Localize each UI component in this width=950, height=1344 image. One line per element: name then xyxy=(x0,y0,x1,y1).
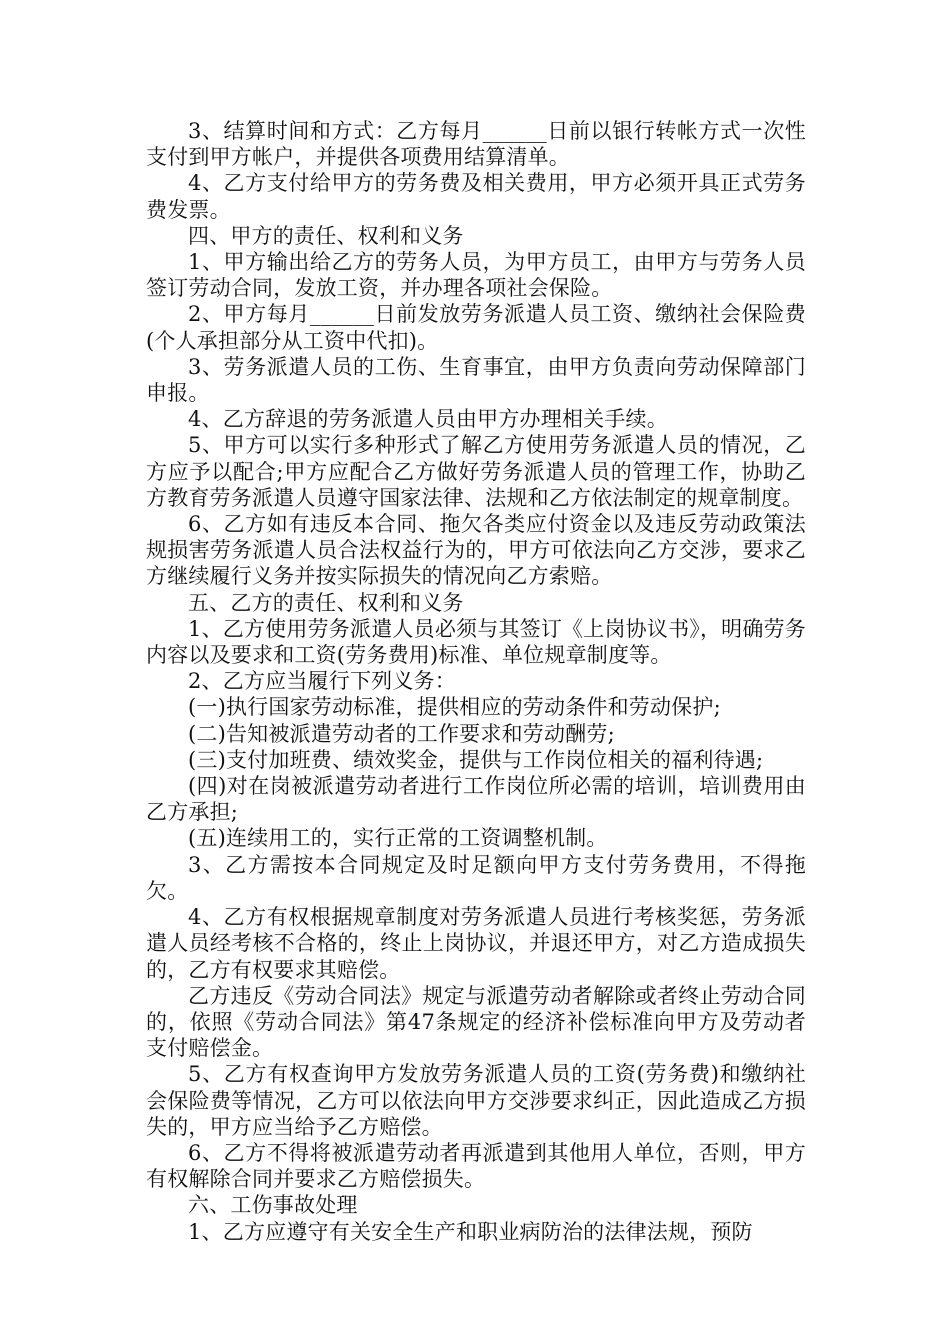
paragraph-a-3: 3、劳务派遣人员的工伤、生育事宜，由甲方负责向劳动保障部门申报。 xyxy=(146,354,806,406)
obligation-item-3: (三)支付加班费、绩效奖金，提供与工作岗位相关的福利待遇; xyxy=(188,747,764,772)
paragraph-b-compensation: 乙方违反《劳动合同法》规定与派遣劳动者解除或者终止劳动合同的，依照《劳动合同法》第47条规定的经济补偿标准向甲方及劳动者支付赔偿金。 xyxy=(146,983,806,1061)
paragraph-a-4: 4、乙方辞退的劳务派遣人员由甲方办理相关手续。 xyxy=(188,407,668,432)
obligation-item-4: (四)对在岗被派遣劳动者进行工作岗位所必需的培训，培训费用由乙方承担; xyxy=(146,774,806,825)
paragraph-b-1: 1、乙方使用劳务派遣人员必须与其签订《上岗协议书》，明确劳务内容以及要求和工资(劳务费用)标准、单位规章制度等。 xyxy=(146,616,806,668)
obligation-item-2: (二)告知被派遣劳动者的工作要求和劳动酬劳; xyxy=(188,721,615,746)
paragraph-b-6: 6、乙方不得将被派遣劳动者再派遣到其他用人单位，否则，甲方有权解除合同并要求乙方赔偿损失。 xyxy=(146,1140,806,1192)
paragraph-invoice: 4、乙方支付给甲方的劳务费及相关费用，甲方必须开具正式劳务费发票。 xyxy=(146,171,806,222)
paragraph-b-4: 4、乙方有权根据规章制度对劳务派遣人员进行考核奖惩，劳务派遣人员经考核不合格的，终止上岗协议，并退还甲方，对乙方造成损失的，乙方有权要求其赔偿。 xyxy=(146,905,806,982)
document-body xyxy=(146,118,806,1245)
paragraph-a-2: 2、甲方每月______日前发放劳务派遣人员工资、缴纳社会保险费(个人承担部分从工资中代扣)。 xyxy=(146,302,806,353)
obligation-item-5: (五)连续用工的，实行正常的工资调整机制。 xyxy=(188,826,608,851)
paragraph-a-5: 5、甲方可以实行多种形式了解乙方使用劳务派遣人员的情况，乙方应予以配合;甲方应配合乙方做好劳务派遣人员的管理工作，协助乙方教育劳务派遣人员遵守国家法律、法规和乙方依法制定的规章制度。 xyxy=(146,433,806,510)
paragraph-injury-1: 1、乙方应遵守有关安全生产和职业病防治的法律法规，预防 xyxy=(188,1219,753,1244)
paragraph-a-6: 6、乙方如有违反本合同、拖欠各类应付资金以及违反劳动政策法规损害劳务派遣人员合法权益行为的，甲方可依法向乙方交涉，要求乙方继续履行义务并按实际损失的情况向乙方索赔。 xyxy=(146,512,806,589)
paragraph-b-2: 2、乙方应当履行下列义务： xyxy=(188,669,456,694)
section-heading-party-a: 四、甲方的责任、权利和义务 xyxy=(188,223,464,248)
paragraph-settlement-time: 3、结算时间和方式：乙方每月______日前以银行转帐方式一次性支付到甲方帐户，并提供各项费用结算清单。 xyxy=(146,119,806,170)
obligation-item-1: (一)执行国家劳动标准，提供相应的劳动条件和劳动保护; xyxy=(188,695,721,720)
section-heading-party-b: 五、乙方的责任、权利和义务 xyxy=(188,590,464,615)
paragraph-a-1: 1、甲方输出给乙方的劳务人员，为甲方员工，由甲方与劳务人员签订劳动合同，发放工资，并办理各项社会保险。 xyxy=(146,250,806,301)
section-heading-injury: 六、工伤事故处理 xyxy=(188,1193,358,1218)
paragraph-b-3: 3、乙方需按本合同规定及时足额向甲方支付劳务费用，不得拖欠。 xyxy=(146,852,806,903)
paragraph-b-5: 5、乙方有权查询甲方发放劳务派遣人员的工资(劳务费)和缴纳社会保险费等情况，乙方可以依法向甲方交涉要求纠正，因此造成乙方损失的，甲方应当给予乙方赔偿。 xyxy=(146,1062,806,1139)
